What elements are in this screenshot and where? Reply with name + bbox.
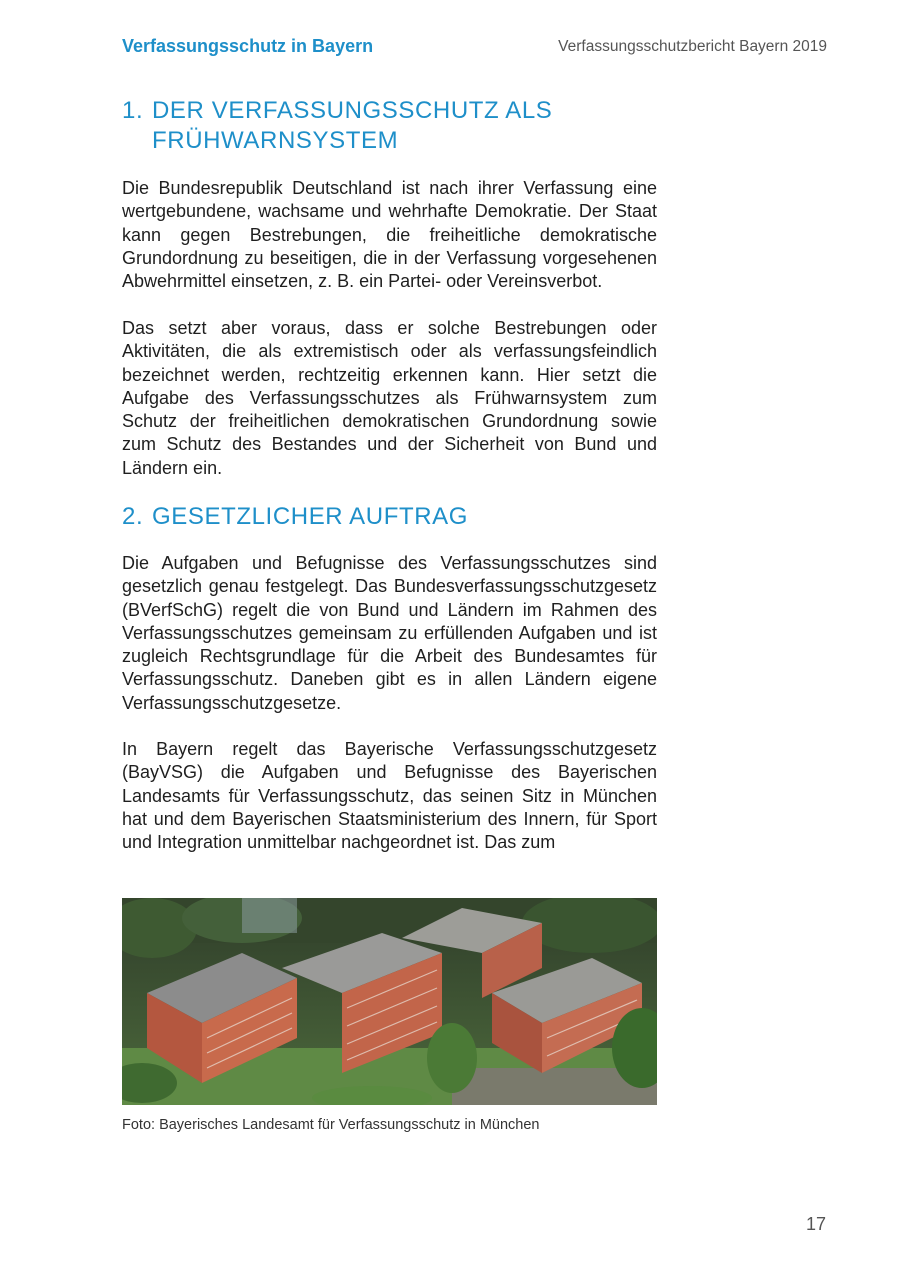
running-header-title: Verfassungsschutz in Bayern [122, 36, 374, 56]
section2-title: GESETZLICHER AUFTRAG [152, 503, 469, 530]
section1-title-line2: FRÜHWARNSYSTEM [152, 127, 399, 154]
section2-paragraph-2: In Bayern regelt das Bayerische Verfassungsschutzgesetz (BayVSG) die Aufgaben und Befugnisse des Bayerischen Landesamts für Verfassungsschutz, das seinen Sitz in München hat und dem Bayerischen Staatsministerium des Innern, für Sport und Integration unmittelbar nachgeordnet ist. Das zum [122, 739, 657, 853]
section1-number: 1. [122, 97, 144, 124]
photo-caption: Foto: Bayerisches Landesamt für Verfassungsschutz in München [122, 1117, 540, 1133]
section1-title-line1: DER VERFASSUNGSSCHUTZ ALS [152, 97, 553, 124]
page-number: 17 [805, 1214, 826, 1234]
section1-paragraph-1: Die Bundesrepublik Deutschland ist nach ihrer Verfassung eine wertgebundene, wachsame und wehrhafte Demokratie. Der Staat kann gegen Bestrebungen, die freiheitliche demokratische Grundordnung zu beseitigen, die in der Verfassung vorgesehenen Abwehrmittel einsetzen, z. B. ein Partei- oder Vereinsverbot. [122, 178, 657, 292]
section1-heading [122, 96, 552, 156]
building-photo [122, 898, 657, 1105]
section1-paragraph-2: Das setzt aber voraus, dass er solche Bestrebungen oder Aktivitäten, die als extremistisch oder als verfassungsfeindlich bezeichnet werden, rechtzeitig erkennen kann. Hier setzt die Aufgabe des Verfassungsschutzes als Frühwarnsystem zum Schutz der freiheitlichen demokratischen Grundordnung sowie zum Schutz des Bestandes und der Sicherheit von Bund und Ländern ein. [122, 318, 657, 478]
section2-number: 2. [122, 503, 144, 530]
section2-heading [122, 502, 468, 532]
running-header-report: Verfassungsschutzbericht Bayern 2019 [558, 38, 827, 55]
section2-paragraph-1: Die Aufgaben und Befugnisse des Verfassungsschutzes sind gesetzlich genau festgelegt. Das Bundesverfassungsschutzgesetz (BVerfSchG) regelt die von Bund und Ländern im Rahmen des Verfassungsschutzes gemeinsam zu erfüllenden Aufgaben und ist zugleich Rechtsgrundlage für die Arbeit des Bundesamtes für Verfassungsschutz. Daneben gibt es in allen Ländern eigene Verfassungsschutzgesetze. [122, 553, 657, 713]
